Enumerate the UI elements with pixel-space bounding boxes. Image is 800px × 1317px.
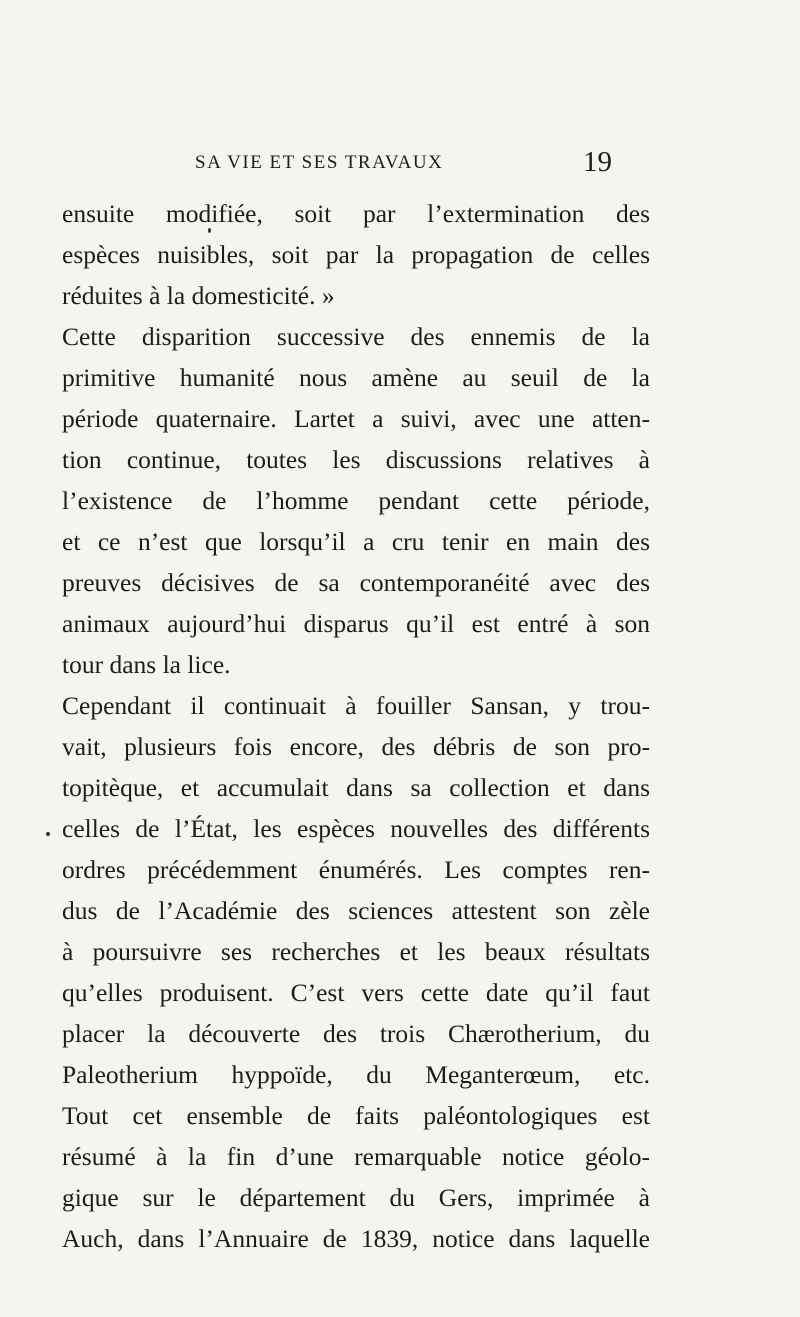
text-line: espèces nuisibles, soit par la propagation de celles (62, 240, 650, 269)
text-line: tour dans la lice. (62, 650, 231, 679)
text-line: Tout cet ensemble de faits paléontologiques est (62, 1101, 650, 1130)
text-line: l’existence de l’homme pendant cette période, (62, 486, 650, 515)
text-line: topitèque, et accumulait dans sa collection et dans (62, 773, 650, 802)
text-line: animaux aujourd’hui disparus qu’il est entré à son (62, 609, 650, 638)
page-header (0, 146, 800, 186)
text-line: Auch, dans l’Annuaire de 1839, notice dans laquelle (62, 1224, 650, 1253)
text-line: dus de l’Académie des sciences attestent son zèle (62, 896, 650, 925)
text-line: période quaternaire. Lartet a suivi, avec une atten- (62, 404, 650, 433)
text-line: celles de l’État, les espèces nouvelles des différents (62, 814, 650, 843)
text-line: tion continue, toutes les discussions relatives à (62, 445, 650, 474)
text-line: primitive humanité nous amène au seuil de la (62, 363, 650, 392)
text-line: gique sur le département du Gers, imprimée à (62, 1183, 650, 1212)
text-line: à poursuivre ses recherches et les beaux résultats (62, 937, 650, 966)
text-line: résumé à la fin d’une remarquable notice géolo- (62, 1142, 650, 1171)
text-line: et ce n’est que lorsqu’il a cru tenir en main des (62, 527, 650, 556)
running-title: SA VIE ET SES TRAVAUX (195, 152, 444, 173)
text-line: Cependant il continuait à fouiller Sansan, y trou- (62, 691, 650, 720)
text-line: ensuite modifiée, soit par l’extermination des (62, 199, 650, 228)
text-line: Paleotherium hyppoïde, du Meganterœum, etc. (62, 1060, 650, 1089)
body-text (62, 193, 650, 1259)
text-line: Cette disparition successive des ennemis de la (62, 322, 650, 351)
text-line: réduites à la domesticité. » (62, 281, 335, 310)
paper-speck (208, 228, 211, 233)
text-line: ordres précédemment énumérés. Les comptes ren- (62, 855, 650, 884)
text-line: qu’elles produisent. C’est vers cette date qu’il faut (62, 978, 650, 1007)
text-line: vait, plusieurs fois encore, des débris de son pro- (62, 732, 650, 761)
text-line: preuves décisives de sa contemporanéité avec des (62, 568, 650, 597)
text-line: placer la découverte des trois Chærotherium, du (62, 1019, 650, 1048)
paper-speck (46, 832, 50, 836)
page-number: 19 (583, 146, 612, 178)
